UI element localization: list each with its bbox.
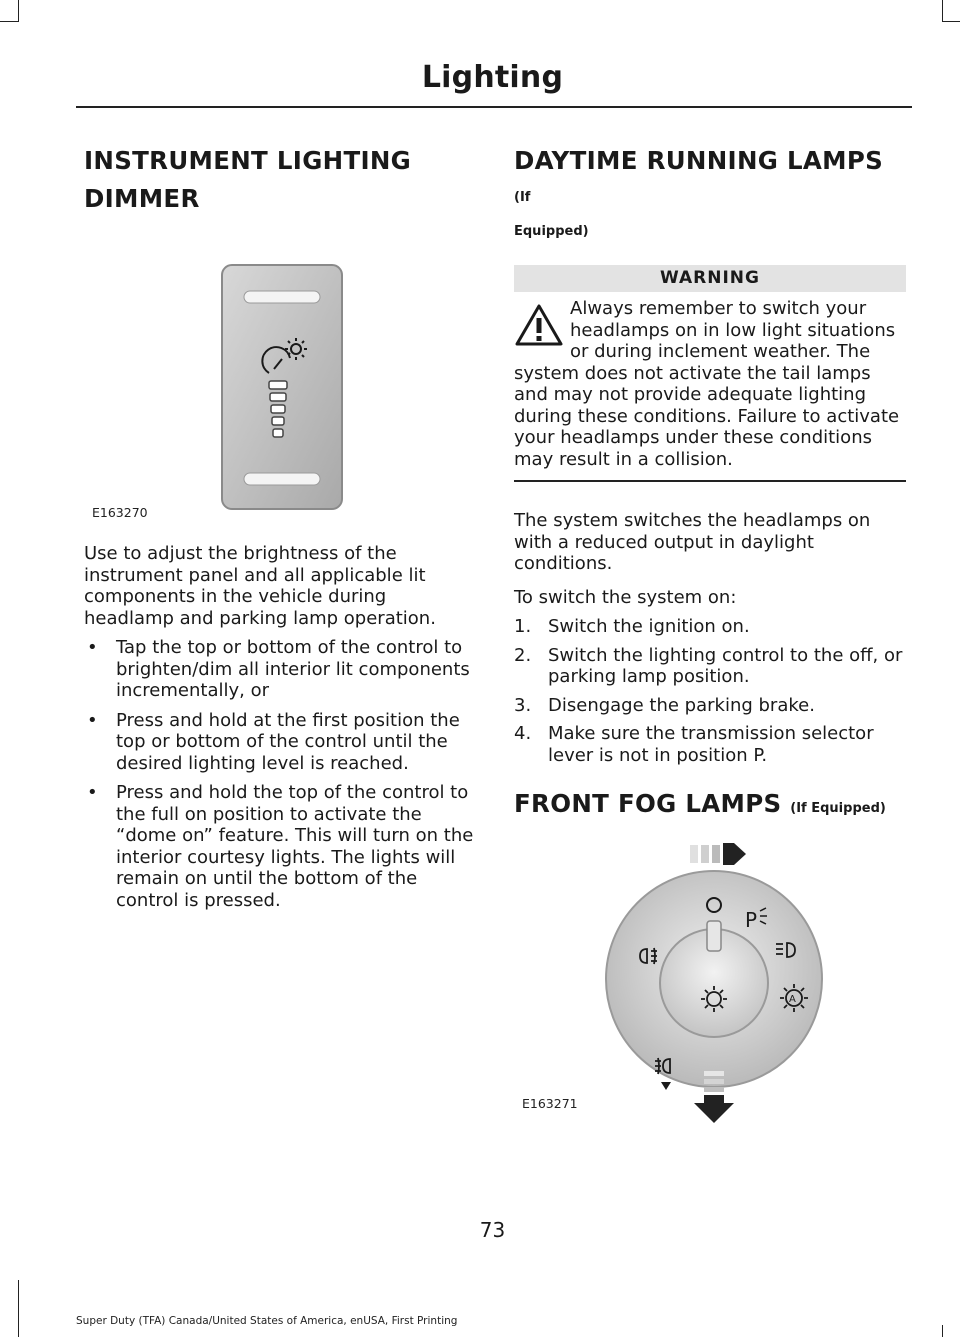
crop-mark xyxy=(18,1280,19,1337)
heading-text: FRONT FOG LAMPS xyxy=(514,789,782,818)
left-column xyxy=(84,145,476,919)
bullet-mark: • xyxy=(87,709,98,731)
warning-label: WARNING xyxy=(514,265,906,292)
crop-mark xyxy=(18,0,19,22)
bullet-text: Tap the top or bottom of the control to brighten/dim all interior lit components incrementally, or xyxy=(116,637,470,701)
drl-steps xyxy=(514,616,906,766)
bullet-text: Press and hold the top of the control to the full on position to activate the “dome on” feature. This will turn on the interior courtesy lights. The lights will remain on until the bottom of the control is pressed. xyxy=(116,782,474,911)
warning-body xyxy=(514,298,906,470)
warning-rule xyxy=(514,480,906,482)
step-number: 2. xyxy=(514,644,532,666)
list-item xyxy=(84,710,476,775)
dimmer-figure xyxy=(84,225,476,520)
header-rule xyxy=(76,106,912,108)
auto-lamp-letter: A xyxy=(789,994,796,1005)
section-title: Lighting xyxy=(421,60,564,95)
heading-line-1: INSTRUMENT LIGHTING xyxy=(84,146,412,175)
warning-box xyxy=(514,265,906,482)
step-text: Disengage the parking brake. xyxy=(548,694,815,716)
heading-text: DAYTIME RUNNING LAMPS xyxy=(514,146,884,175)
list-item xyxy=(84,782,476,911)
instrument-lighting-heading xyxy=(84,145,476,215)
step-text: Make sure the transmission selector lever is not in position P. xyxy=(548,723,874,766)
heading-suffix-continued: Equipped) xyxy=(514,224,589,239)
footer-text: Super Duty (TFA) Canada/United States of America, enUSA, First Printing xyxy=(76,1315,458,1327)
list-item xyxy=(514,616,906,638)
warning-text: Always remember to switch your headlamps on in low light situations or during inclement weather. The system does not activate the tail lamps and may not provide adequate lighting during these conditions. Failure to activate your headlamps under these conditions may result in a collision. xyxy=(514,298,900,470)
warning-triangle-icon xyxy=(514,302,564,348)
list-item xyxy=(514,695,906,717)
dimmer-bullets xyxy=(84,637,476,911)
heading-suffix: (If xyxy=(514,190,531,205)
crop-mark xyxy=(942,1325,943,1337)
down-marker-icon xyxy=(661,1082,671,1090)
bullet-mark: • xyxy=(87,782,98,803)
page-number: 73 xyxy=(479,1218,506,1242)
step-text: Switch the lighting control to the off, or parking lamp position. xyxy=(548,644,903,687)
daytime-running-lamps-heading xyxy=(514,145,906,214)
crop-mark xyxy=(942,0,943,22)
front-fog-lamps-heading xyxy=(514,788,906,825)
step-text: Switch the ignition on. xyxy=(548,616,750,637)
heading-line-2: DIMMER xyxy=(84,184,200,213)
pull-arrow-icon xyxy=(690,843,746,865)
crop-mark xyxy=(0,21,19,22)
fog-lamp-figure xyxy=(514,841,906,1141)
bullet-mark: • xyxy=(87,637,98,658)
park-lamp-letter: P xyxy=(745,908,758,932)
drl-description: The system switches the headlamps on with a reduced output in daylight conditions. xyxy=(514,510,871,574)
drl-switch-on-intro: To switch the system on: xyxy=(514,586,737,608)
right-column xyxy=(514,145,906,1141)
list-item xyxy=(84,637,476,702)
bullet-text: Press and hold at the first position the top or bottom of the control until the desired lighting level is reached. xyxy=(116,709,460,774)
list-item xyxy=(514,645,906,688)
dimmer-switch-illustration xyxy=(84,225,476,517)
list-item xyxy=(514,723,906,766)
figure-code: E163271 xyxy=(522,1096,578,1111)
step-number: 1. xyxy=(514,616,532,637)
figure-code: E163270 xyxy=(92,505,148,520)
step-number: 3. xyxy=(514,694,532,716)
step-number: 4. xyxy=(514,723,532,744)
dimmer-intro: Use to adjust the brightness of the instrument panel and all applicable lit components in the vehicle during headlamp and parking lamp operation. xyxy=(84,543,436,629)
crop-mark xyxy=(942,21,960,22)
heading-suffix: (If Equipped) xyxy=(790,801,886,816)
